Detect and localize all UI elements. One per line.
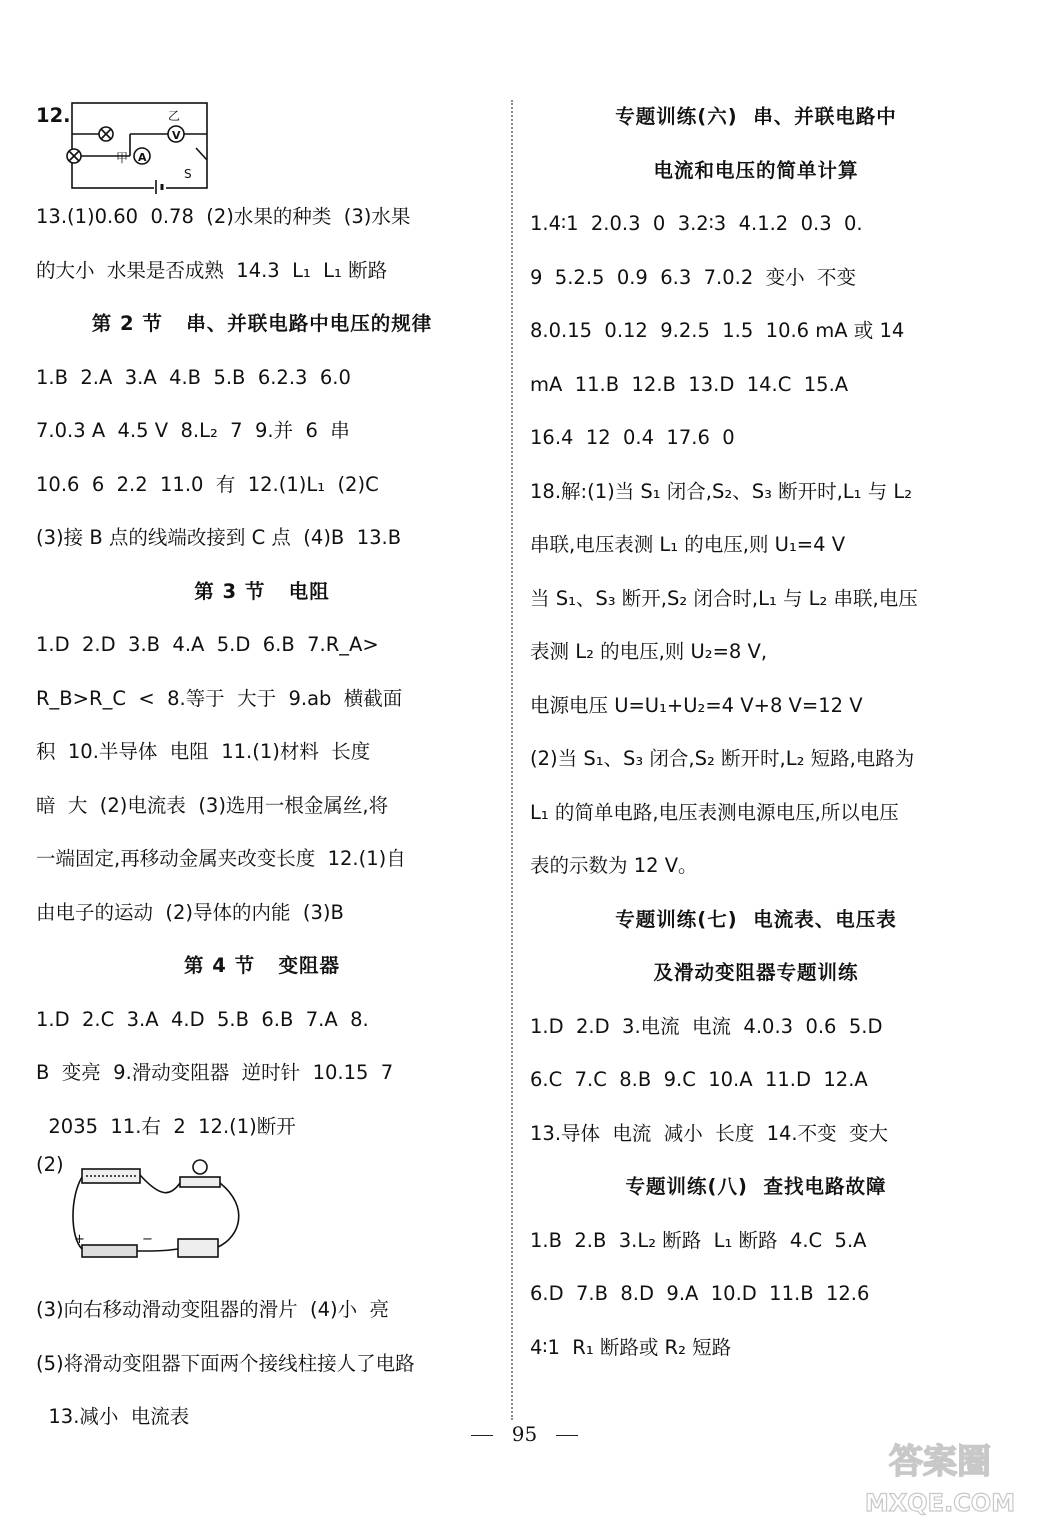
answer-line: 积 10.半导体 电阻 11.(1)材料 长度	[36, 740, 371, 763]
footer-dash-left	[471, 1435, 493, 1436]
answer-line: 的大小 水果是否成熟 14.3 L₁ L₁ 断路	[36, 258, 388, 282]
answer-line: 4∶1 R₁ 断路或 R₂ 短路	[530, 1335, 732, 1359]
answer-line: 一端固定,再移动金属夹改变长度 12.(1)自	[36, 847, 406, 870]
label-s: S	[184, 167, 192, 181]
answer-line: 1.B 2.A 3.A 4.B 5.B 6.2.3 6.0	[36, 365, 351, 389]
answer-line: 13.减小 电流表	[36, 1405, 190, 1428]
answer-line: (3)向右移动滑动变阻器的滑片 (4)小 亮	[36, 1298, 390, 1321]
answer-line: 表测 L₂ 的电压,则 U₂=8 V,	[530, 640, 768, 663]
svg-text:−: −	[142, 1232, 153, 1247]
ammeter-symbol: A	[138, 151, 147, 164]
watermark-bottom-text: MXQE.COM	[864, 1489, 1016, 1517]
label-yi: 乙	[168, 109, 181, 123]
answer-line: 1.D 2.C 3.A 4.D 5.B 6.B 7.A 8.	[36, 1007, 369, 1031]
answer-line: 13.(1)0.60 0.78 (2)水果的种类 (3)水果	[36, 205, 411, 228]
right-column	[530, 90, 982, 1374]
column-divider	[511, 100, 513, 1420]
answer-line: B 变亮 9.滑动变阻器 逆时针 10.15 7	[36, 1061, 394, 1084]
answer-line: 1.B 2.B 3.L₂ 断路 L₁ 断路 4.C 5.A	[530, 1228, 867, 1252]
section-heading: 专题训练(七) 电流表、电压表	[615, 907, 897, 931]
answer-line: 6.C 7.C 8.B 9.C 10.A 11.D 12.A	[530, 1068, 868, 1091]
answer-line: 8.0.15 0.12 9.2.5 1.5 10.6 mA 或 14	[530, 319, 905, 342]
label-jia: 甲	[116, 151, 129, 165]
circuit-photo-sketch	[70, 1157, 270, 1267]
section-heading: 第 2 节 串、并联电路中电压的规律	[91, 312, 433, 335]
answer-line: 电源电压 U=U₁+U₂=4 V+8 V=12 V	[530, 693, 863, 717]
answer-line: 6.D 7.B 8.D 9.A 10.D 11.B 12.6	[530, 1282, 870, 1305]
answer-line: 9 5.2.5 0.9 6.3 7.0.2 变小 不变	[530, 265, 857, 289]
answer-line: 1.D 2.D 3.电流 电流 4.0.3 0.6 5.D	[530, 1014, 883, 1038]
answer-line: 2035 11.右 2 12.(1)断开	[36, 1114, 296, 1138]
section-heading: 第 4 节 变阻器	[183, 954, 340, 977]
answer-line: L₁ 的简单电路,电压表测电源电压,所以电压	[530, 800, 899, 824]
answer-line: 16.4 12 0.4 17.6 0	[530, 426, 735, 449]
section-heading: 及滑动变阻器专题训练	[653, 961, 859, 984]
answer-line: mA 11.B 12.B 13.D 14.C 15.A	[530, 372, 849, 396]
figure-q12	[36, 90, 488, 190]
answer-line: 10.6 6 2.2 11.0 有 12.(1)L₁ (2)C	[36, 472, 379, 496]
left-column	[36, 90, 488, 1444]
answer-line: (5)将滑动变阻器下面两个接线柱接人了电路	[36, 1351, 415, 1375]
answer-line: 由电子的运动 (2)导体的内能 (3)B	[36, 900, 344, 924]
answer-line: (2)当 S₁、S₃ 闭合,S₂ 断开时,L₂ 短路,电路为	[530, 747, 915, 770]
fig2-label: (2)	[36, 1153, 64, 1176]
answer-line: 串联,电压表测 L₁ 的电压,则 U₁=4 V	[530, 533, 846, 556]
svg-text:+: +	[74, 1232, 85, 1247]
section-heading: 第 3 节 电阻	[194, 579, 330, 603]
watermark-logo	[852, 1433, 1027, 1518]
watermark-top-text: 答案圈	[889, 1442, 991, 1482]
answer-line: 暗 大 (2)电流表 (3)选用一根金属丝,将	[36, 793, 389, 817]
section-heading: 专题训练(六) 串、并联电路中	[615, 105, 897, 128]
footer-dash-right	[556, 1435, 578, 1436]
answer-line: 1.D 2.D 3.B 4.A 5.D 6.B 7.R_A>	[36, 633, 379, 656]
circuit-diagram-q12	[64, 98, 264, 198]
page-number: 95	[511, 1422, 538, 1446]
answer-line: 当 S₁、S₃ 断开,S₂ 闭合时,L₁ 与 L₂ 串联,电压	[530, 586, 918, 610]
q12-label: 12.	[36, 104, 71, 127]
figure-q12-2	[36, 1153, 488, 1283]
answer-line: (3)接 B 点的线端改接到 C 点 (4)B 13.B	[36, 526, 402, 549]
section-heading: 电流和电压的简单计算	[653, 158, 859, 182]
answer-line: R_B>R_C < 8.等于 大于 9.ab 横截面	[36, 686, 403, 710]
answer-line: 13.导体 电流 减小 长度 14.不变 变大	[530, 1121, 889, 1145]
section-heading: 专题训练(八) 查找电路故障	[625, 1175, 887, 1198]
answer-line: 7.0.3 A 4.5 V 8.L₂ 7 9.并 6 串	[36, 419, 350, 442]
voltmeter-symbol: V	[172, 129, 181, 142]
answer-line: 表的示数为 12 V。	[530, 854, 698, 877]
answer-line: 18.解:(1)当 S₁ 闭合,S₂、S₃ 断开时,L₁ 与 L₂	[530, 479, 913, 503]
answer-line: 1.4∶1 2.0.3 0 3.2∶3 4.1.2 0.3 0.	[530, 212, 863, 235]
